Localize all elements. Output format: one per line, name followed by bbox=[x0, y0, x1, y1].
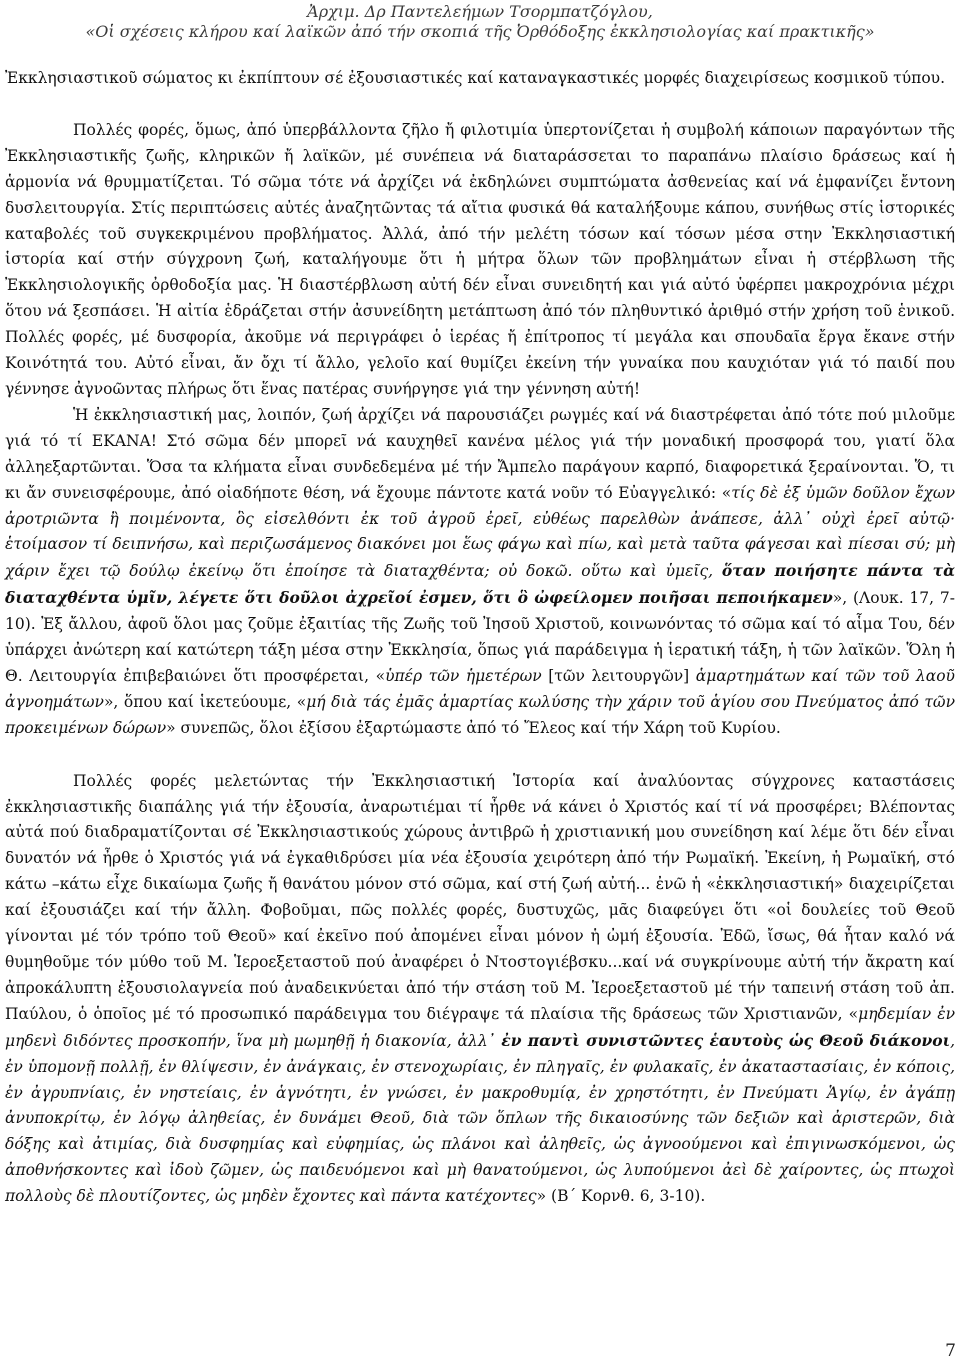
paragraph-2-text-d: », ὅπου καί ἱκετεύουμε, « bbox=[103, 692, 307, 711]
paragraph-2 bbox=[5, 403, 955, 742]
luke-quote: τίς δὲ ἐξ ὑμῶν δοῦλον ἔχων ἀροτριῶντα ἢ ποιμένοντα, ὃς εἰσελθόντι ἐκ τοῦ ἀγροῦ ἐρεῖ, εὐθέως παρελθὼν ἀνάπεσε, ἀλλ᾿ οὐχὶ ἐρεῖ αὐτῷ· ἑτοίμασον τί δειπνήσω, καὶ περιζωσάμενος διακόνει μοι ἕως φάγω καὶ πίω, καὶ μετὰ ταῦτα φάγεσαι καὶ πίεσαι σύ; μὴ χάριν ἔχει τῷ δούλῳ ἐκείνῳ ὅτι ἐποίησε τὰ διαταχθέντα; οὐ δοκῶ. οὕτω καὶ ὑμεῖς, bbox=[5, 483, 955, 581]
paragraph-2-text-b: », (Λουκ. 17, 7-10). Ἐξ ἄλλου, ἀφοῦ ὅλοι μας ζοῦμε ἐξαιτίας τῆς Ζωῆς τοῦ Ἰησοῦ Χριστοῦ, κοινωνόντας τό σῶμα καί τό αἷμα Του, δέν ὑπάρχει ἀνώτερη καί κατώτερη τάξη μέσα στην Ἐκκλησία, ὅπως γιά παράδειγμα ἡ ἱερατική τάξη, ἡ τῶν λαϊκῶν. Ὅλη ἡ Θ. Λειτουργία ἐπιβεβαιώνει ὅτι προσφέρεται, « bbox=[5, 589, 955, 685]
liturgy-quote-2: ἁμαρτημάτων καί τῶν τοῦ λαοῦ ἀγνοημάτων bbox=[5, 666, 955, 711]
paragraph-1: Πολλές φορές, ὅμως, ἀπό ὑπερβάλλοντα ζῆλο ἤ φιλοτιμία ὑπερτονίζεται ἡ συμβολή κάποιων παραγόντων τῆς Ἐκκλησιαστικῆς ζωῆς, κληρικῶν ἤ λαϊκῶν, μέ συνέπεια νά διαταράσσεται το παραπάνω πλαίσιο δράσεως καί ἡ ἁρμονία νά θρυμματίζεται. Τό σῶμα τότε νά ἀρχίζει νά ἐκδηλώνει συμπτώματα ἀσθενείας καί νά ἐμφανίζει ἔντονη δυσλειτουργία. Στίς περιπτώσεις αὐτές ἀναζητῶντας τά αἴτια φυσικά θά καταλήξουμε κάπου, συνήθως στίς ἱστορικές καταβολές τοῦ συγκεκριμένου προβλήματος. Ἀλλά, ἀπό τήν μελέτη τόσων καί τόσων μέσα στην Ἐκκλησιαστική ἱστορία καί στήν σύγχρονη ζωή, καταλήγουμε ὅτι ἡ μήτρα ὅλων τῶν προβλημάτων εἶναι ἡ στέρβλωση τῆς Ἐκκλησιολογικῆς ὀρθοδοξία μας. Ἡ διαστέρβλωση αὐτή δέν εἶναι συνειδητή και γιά αὐτό ὑφέρπει μακροχρόνια μέχρι ὅτου νά ξεσπάσει. Ἡ αἰτία ἑδράζεται στήν ἀσυνείδητη μετάπτωση ἀπό τόν πληθυντικό ἀριθμό στήν χρήση τοῦ ἑνικοῦ. Πολλές φορές, μέ δυσφορία, ἀκοῦμε νά περιγράφει ὁ ἱερέας ἤ ἐπίτροπος τί μεγάλα και σπουδαῖα ἔργα ἔκανε στήν Κοινότητά του. Αὐτό εἶναι, ἄν ὄχι τί ἄλλο, γελοῖο καί θυμίζει ἐκείνη τήν γυναίκα που καυχιόταν γιά τό παιδί που γέννησε ἀγνοῶντας πλήρως ὅτι ἕνας πατέρας συνήργησε γιά την γέννηση αὐτή! bbox=[5, 120, 955, 398]
body-text bbox=[5, 66, 955, 1210]
paragraph-2-text-c: [τῶν λειτουργῶν] bbox=[541, 666, 696, 685]
paragraph-2-text-a: Ἡ ἐκκλησιαστική μας, λοιπόν, ζωή ἀρχίζει νά παρουσιάζει ρωγμές καί νά διαστρέφεται ἀπό τότε πού μιλοῦμε γιά τό τί ΕΚΑΝΑ! Στό σῶμα δέν μπορεῖ νά καυχηθεῖ κανένα μέλος γιά τήν μοναδική προσφορά του, γιατί ὅλα ἀλληεξαρτῶνται. Ὅσα τα κλήματα εἶναι συνδεδεμένα μέ τήν Ἄμπελο παράγουν καρπό, διαφορετικά ξεραίνονται. Ὅ, τι κι ἄν συνεισφέρουμε, ἀπό οἱαδήποτε θέση, νά ἔχουμε πάντοτε κατά νοῦν τό Εὐαγγελικό: « bbox=[5, 405, 955, 502]
corinthians-quote-a: μηδεμίαν ἐν μηδενὶ διδόντες προσκοπήν, ἵνα μὴ μωμηθῇ ἡ διακονία, ἀλλ᾿ bbox=[5, 1004, 955, 1050]
liturgy-quote-3: μή διὰ τάς ἐμᾶς ἁμαρτίας κωλύσης τὴν χάριν τοῦ ἁγίου σου Πνεύματος ἀπό τῶν προκειμένων δώρων bbox=[5, 692, 955, 737]
corinthians-quote-emphasis: ἐν παντὶ συνιστῶντες ἑαυτοὺς ὡς Θεοῦ διάκονοι bbox=[501, 1030, 951, 1050]
page-number: 7 bbox=[945, 1341, 956, 1361]
paragraph-3-text-a: Πολλές φορές μελετώντας τήν Ἐκκλησιαστική Ἱστορία καί ἀναλύοντας σύγχρονες καταστάσεις ἐκκλησιαστικῆς διαπάλης γιά τήν ἐξουσία, ἀναρωτιέμαι τί ἦρθε νά κάνει ὁ Χριστός καί τί νά προσφέρει; Βλέποντας αὐτά πού διαδραματίζονται σέ Ἐκκλησιαστικούς χώρους ἀντιβρῶ ἡ χριστιανική μου συνείδηση καί λέμε ὅτι δέν εἶναι δυνατόν νά ἦρθε ὁ Χριστός γιά νά ἐγκαθιδρύσει μία νέα ἐξουσία χειρότερη ἀπό τήν Ρωμαϊκή. Ἐκείνη, ἡ Ρωμαϊκή, στό κάτω –κάτω εἶχε δικαίωμα ζωῆς ἤ θανάτου μόνον στό σῶμα, καί στή ζωή αὐτή... ἐνῶ ἡ «ἐκκλησιαστική» διαχειρίζεται καί ἐξουσιάζει καί τήν ἄλλη. Φοβοῦμαι, πῶς πολλές φορές, δυστυχῶς, μᾶς διαφεύγει ὅτι «οἱ δουλείες τοῦ Θεοῦ γίνονται μέ τόν τρόπο τοῦ Θεοῦ» καί ἐκεῖνο πού ἀπομένει εἶναι μόνον ἡ ὠμή ἐξουσία. Ἐδῶ, ἴσως, θά ἦταν καλό νά θυμηθοῦμε τόν μύθο τοῦ Μ. Ἱεροεξεταστοῦ πού ἀναφέρει ὁ Ντοστογιέβσκυ...καί νά συγκρίνουμε αὐτή τήν ἄκρατη καί ἀπροκάλυπτη ἐξουσιολαγνεία πού ἀναδεικνύεται ἀπό τήν στάση τοῦ Μ. Ἱεροεξεταστοῦ μέ τήν ταπεινή στάση τοῦ ἀπ. Παύλου, ὁ ὁποῖος μέ τό προσωπικό παράδειγμα του διέγραψε τά πλαίσια τῆς δράσεως τῶν Χριστιανῶν, « bbox=[5, 771, 955, 1023]
paragraph-2-text-e: » συνεπῶς, ὅλοι ἐξίσου ἐξαρτώμαστε ἀπό τό Ἔλεος καί τήν Χάρη τοῦ Κυρίου. bbox=[166, 718, 781, 737]
running-header-author: Ἀρχιμ. Δρ Παντελεήμων Τσορμπατζόγλου, bbox=[307, 2, 653, 21]
paragraph-3 bbox=[5, 769, 955, 1210]
corinthians-quote-b: , ἐν ὑπομονῇ πολλῇ, ἐν θλίψεσιν, ἐν ἀνάγκαις, ἐν στενοχωρίαις, ἐν πληγαῖς, ἐν φυλακαῖς, ἐν ἀκαταστασίαις, ἐν κόποις, ἐν ἀγρυπνίαις, ἐν νηστείαις, ἐν ἁγνότητι, ἐν γνώσει, ἐν μακροθυμίᾳ, ἐν χρηστότητι, ἐν Πνεύματι Ἁγίῳ, ἐν ἀγάπῃ ἀνυποκρίτῳ, ἐν λόγῳ ἀληθείας, ἐν δυνάμει Θεοῦ, διὰ τῶν ὅπλων τῆς δικαιοσύνης τῶν δεξιῶν καὶ ἀριστερῶν, διὰ δόξης καὶ ἀτιμίας, διὰ δυσφημίας καὶ εὐφημίας, ὡς πλάνοι καὶ ἀληθεῖς, ὡς ἀγνοούμενοι καὶ ἐπιγινωσκόμενοι, ὡς ἀποθνήσκοντες καὶ ἰδοὺ ζῶμεν, ὡς παιδευόμενοι καὶ μὴ θανατούμενοι, ὡς λυπούμενοι ἀεὶ δὲ χαίροντες, ὡς πτωχοὶ πολλοὺς δὲ πλουτίζοντες, ὡς μηδὲν ἔχοντες καὶ πάντα κατέχοντες bbox=[5, 1031, 956, 1206]
paragraph-3-text-b: » (Β΄ Κορνθ. 6, 3-10). bbox=[536, 1187, 706, 1206]
running-header-title: «Οἱ σχέσεις κλήρου καί λαϊκῶν ἀπό τήν σκοπιά τῆς Ὀρθόδοξης ἐκκλησιολογίας καί πρακτικῆς» bbox=[85, 22, 875, 41]
paragraph-continuation: Ἐκκλησιαστικοῦ σώματος κι ἐκπίπτουν σέ ἐξουσιαστικές καί καταναγκαστικές μορφές διαχειρίσεως κοσμικοῦ τύπου. bbox=[5, 69, 946, 87]
luke-quote-emphasis: ὅταν ποιήσητε πάντα τὰ διαταχθέντα ὑμῖν, λέγετε ὅτι δοῦλοι ἀχρεῖοί ἐσμεν, ὅτι ὃ ὠφείλομεν ποιῆσαι πεποιήκαμεν bbox=[5, 561, 955, 608]
liturgy-quote-1: ὑπέρ τῶν ἡμετέρων bbox=[385, 666, 542, 685]
